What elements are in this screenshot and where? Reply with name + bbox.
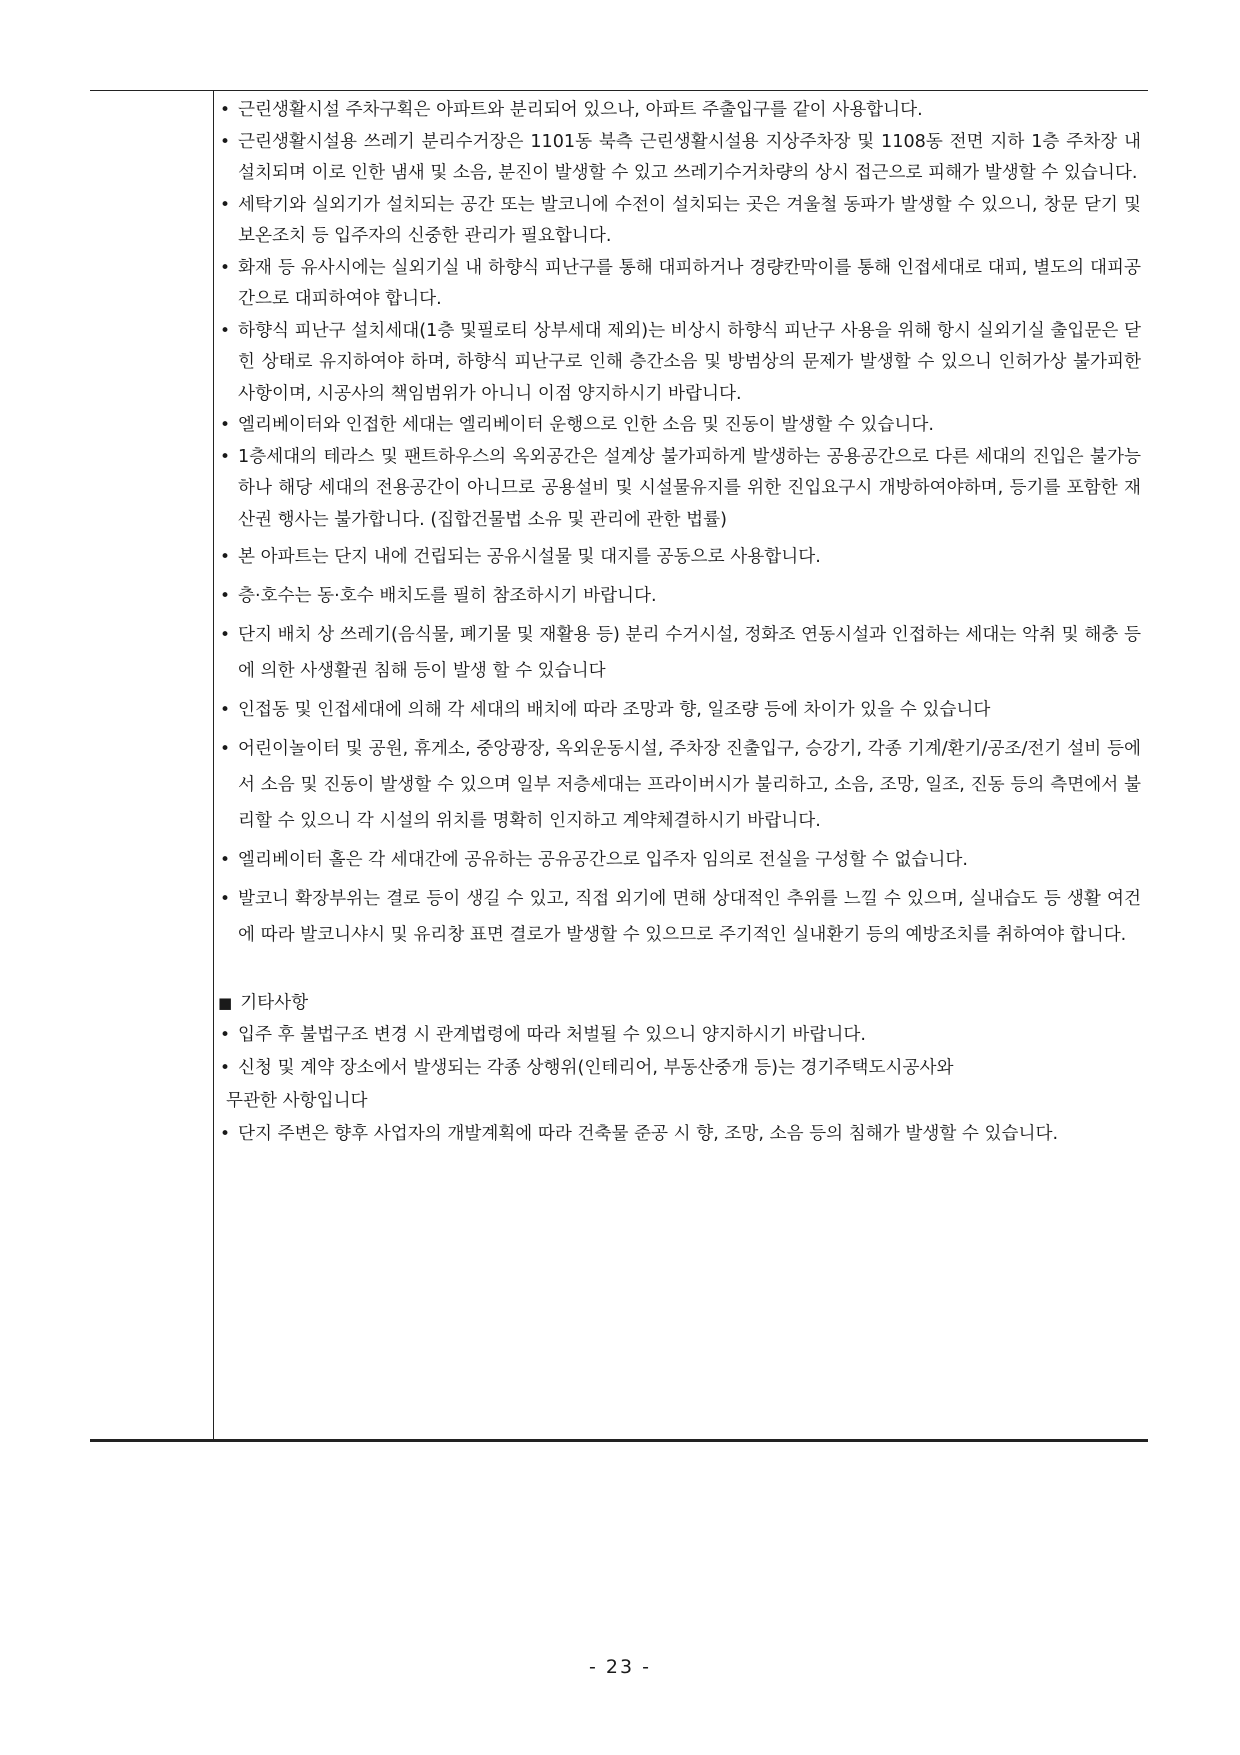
bullet-icon: • bbox=[220, 586, 231, 606]
list-item: • 근린생활시설용 쓰레기 분리수거장은 1101동 북측 근린생활시설용 지상주차장 및 1108동 전면 지하 1층 주차장 내 설치되며 이로 인한 냄새 및 소음, 분진이 발생할 수 있고 쓰레기수거차량의 상시 접근으로 피해가 발생할 수 있습니다. bbox=[216, 127, 1141, 190]
bullet-icon: • bbox=[220, 446, 231, 467]
table-label-column bbox=[90, 91, 214, 1439]
bullet-icon: • bbox=[220, 194, 231, 215]
list-item: • 근린생활시설 주차구획은 아파트와 분리되어 있으나, 아파트 주출입구를 같이 사용합니다. bbox=[216, 95, 1141, 127]
list-item: • 화재 등 유사시에는 실외기실 내 하향식 피난구를 통해 대피하거나 경량칸막이를 통해 인접세대로 대피, 별도의 대피공간으로 대피하여야 합니다. bbox=[216, 253, 1141, 316]
bullet-icon: • bbox=[220, 257, 231, 278]
bullet-icon: • bbox=[220, 739, 231, 759]
list-item: • 단지 주변은 향후 사업자의 개발계획에 따라 건축물 준공 시 향, 조망, 소음 등의 침해가 발생할 수 있습니다. bbox=[216, 1118, 1141, 1151]
bullet-icon: • bbox=[220, 889, 231, 909]
bullet-icon: • bbox=[220, 415, 231, 435]
notice-table bbox=[90, 90, 1148, 1442]
bullet-icon: • bbox=[220, 547, 231, 567]
square-marker-icon: ■ bbox=[218, 994, 233, 1012]
list-item: • 하향식 피난구 설치세대(1층 및필로티 상부세대 제외)는 비상시 하향식 피난구 사용을 위해 항시 실외기실 출입문은 닫힌 상태로 유지하여야 하며, 하향식 피난구로 인해 층간소음 및 방범상의 문제가 발생할 수 있으니 인허가상 불가피한 사항이며, 시공사의 책임범위가 아니니 이점 양지하시기 바랍니다. bbox=[216, 316, 1141, 411]
bullet-icon: • bbox=[220, 1124, 231, 1144]
list-item: • 세탁기와 실외기가 설치되는 공간 또는 발코니에 수전이 설치되는 곳은 겨울철 동파가 발생할 수 있으니, 창문 닫기 및 보온조치 등 입주자의 신중한 관리가 필요합니다. bbox=[216, 190, 1141, 253]
list-item: • 엘리베이터 홀은 각 세대간에 공유하는 공유공간으로 입주자 임의로 전실을 구성할 수 없습니다. bbox=[216, 842, 1141, 878]
list-item: • 본 아파트는 단지 내에 건립되는 공유시설물 및 대지를 공동으로 사용합니다. bbox=[216, 539, 1141, 575]
page-number: - 23 - bbox=[589, 1656, 651, 1678]
bullet-icon: • bbox=[220, 625, 231, 645]
list-item: • 단지 배치 상 쓰레기(음식물, 폐기물 및 재활용 등) 분리 수거시설, 정화조 연동시설과 인접하는 세대는 악취 및 해충 등에 의한 사생활권 침해 등이 발생 할 수 있습니다 bbox=[216, 617, 1141, 689]
bullet-icon: • bbox=[220, 131, 231, 152]
list-item: • 인접동 및 인접세대에 의해 각 세대의 배치에 따라 조망과 향, 일조량 등에 차이가 있을 수 있습니다 bbox=[216, 692, 1141, 728]
list-item: • 층·호수는 동·호수 배치도를 필히 참조하시기 바랍니다. bbox=[216, 578, 1141, 614]
bullet-icon: • bbox=[220, 100, 231, 120]
table-content-cell bbox=[216, 95, 1141, 1151]
section-heading-etc: ■ 기타사항 bbox=[218, 993, 309, 1013]
list-item: • 1층세대의 테라스 및 팬트하우스의 옥외공간은 설계상 불가피하게 발생하는 공용공간으로 다른 세대의 진입은 불가능하나 해당 세대의 전용공간이 아니므로 공용설비 및 시설물유지를 위한 진입요구시 개방하여야하며, 등기를 포함한 재산권 행사는 불가합니다. (집합건물법 소유 및 관리에 관한 법률) bbox=[216, 442, 1141, 537]
list-item: • 발코니 확장부위는 결로 등이 생길 수 있고, 직접 외기에 면해 상대적인 추위를 느낄 수 있으며, 실내습도 등 생활 여건에 따라 발코니샤시 및 유리창 표면 결로가 발생할 수 있으므로 주기적인 실내환기 등의 예방조치를 취하여야 합니다. bbox=[216, 881, 1141, 953]
list-item: • 입주 후 불법구조 변경 시 관계법령에 따라 처벌될 수 있으니 양지하시기 바랍니다. bbox=[216, 1019, 1141, 1052]
bullet-icon: • bbox=[220, 1025, 231, 1045]
list-item: • 신청 및 계약 장소에서 발생되는 각종 상행위(인테리어, 부동산중개 등)는 경기주택도시공사와 bbox=[216, 1052, 1141, 1085]
bullet-icon: • bbox=[220, 700, 231, 720]
list-item: • 어린이놀이터 및 공원, 휴게소, 중앙광장, 옥외운동시설, 주차장 진출입구, 승강기, 각종 기계/환기/공조/전기 설비 등에서 소음 및 진동이 발생할 수 있으며 일부 저층세대는 프라이버시가 불리하고, 소음, 조망, 일조, 진동 등의 측면에서 불리할 수 있으니 각 시설의 위치를 명확히 인지하고 계약체결하시기 바랍니다. bbox=[216, 731, 1141, 839]
bullet-icon: • bbox=[220, 320, 231, 341]
bullet-icon: • bbox=[220, 850, 231, 870]
bullet-icon: • bbox=[220, 1058, 231, 1078]
list-item-continuation: 무관한 사항입니다 bbox=[226, 1091, 368, 1111]
list-item: • 엘리베이터와 인접한 세대는 엘리베이터 운행으로 인한 소음 및 진동이 발생할 수 있습니다. bbox=[216, 410, 1141, 442]
